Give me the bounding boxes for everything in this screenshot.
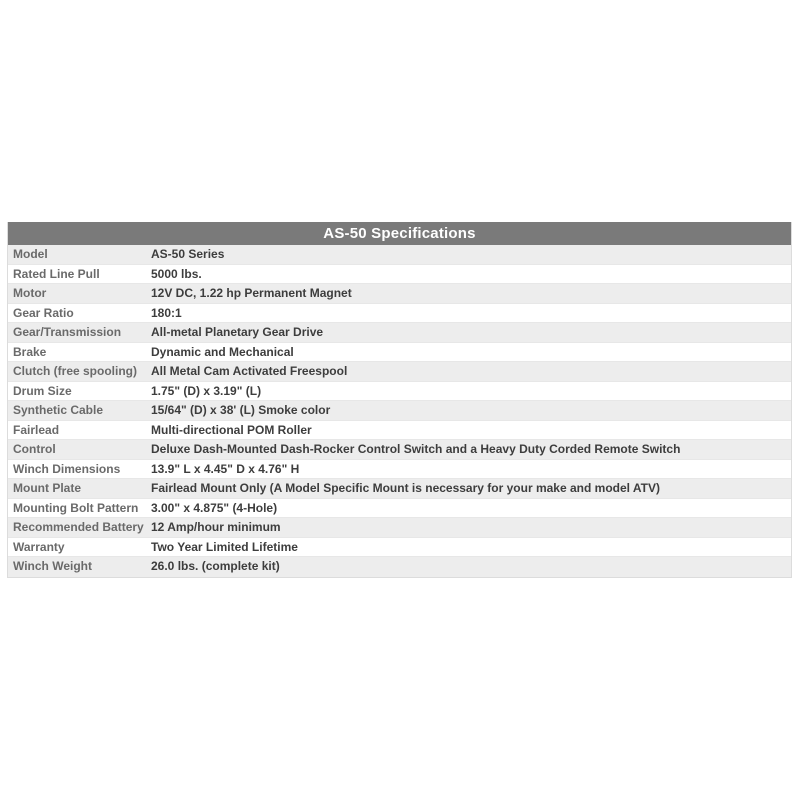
spec-row-winch-weight: [8, 557, 791, 577]
spec-label: Fairlead: [13, 422, 60, 437]
spec-row-gear-ratio: [8, 304, 791, 324]
spec-value: Multi-directional POM Roller: [151, 422, 312, 437]
spec-row-brake: [8, 343, 791, 363]
spec-row-recommended-battery: [8, 518, 791, 538]
spec-label: Winch Weight: [13, 559, 92, 573]
table-title: AS-50 Specifications: [8, 222, 791, 245]
spec-value: 12V DC, 1.22 hp Permanent Magnet: [151, 286, 352, 300]
spec-label: Rated Line Pull: [13, 266, 100, 281]
spec-row-gear-transmission: [8, 323, 791, 343]
spec-label: Recommended Battery: [13, 520, 144, 534]
spec-value: 3.00" x 4.875" (4-Hole): [151, 500, 278, 515]
spec-value: All-metal Planetary Gear Drive: [151, 325, 324, 339]
spec-label: Mount Plate: [13, 481, 81, 495]
spec-value: 12 Amp/hour minimum: [151, 520, 281, 534]
specifications-table: [7, 222, 792, 578]
spec-label: Brake: [13, 344, 47, 359]
spec-label: Mounting Bolt Pattern: [13, 500, 139, 515]
spec-label: Synthetic Cable: [13, 403, 104, 417]
spec-label: Clutch (free spooling): [13, 364, 137, 378]
spec-value: 180:1: [151, 305, 182, 320]
spec-label: Control: [13, 442, 56, 456]
spec-row-drum-size: [8, 382, 791, 402]
spec-row-rated-line-pull: [8, 265, 791, 285]
spec-value: Dynamic and Mechanical: [151, 344, 294, 359]
spec-row-mount-plate: [8, 479, 791, 499]
spec-value: Two Year Limited Lifetime: [151, 539, 298, 554]
spec-value: 1.75" (D) x 3.19" (L): [151, 383, 262, 398]
spec-row-synthetic-cable: [8, 401, 791, 421]
spec-value: All Metal Cam Activated Freespool: [151, 364, 348, 378]
spec-label: Motor: [13, 286, 47, 300]
spec-value: Fairlead Mount Only (A Model Specific Mount is necessary for your make and model ATV): [151, 481, 660, 495]
spec-label: Gear/Transmission: [13, 325, 122, 339]
spec-row-control: [8, 440, 791, 460]
spec-row-fairlead: [8, 421, 791, 441]
spec-label: Gear Ratio: [13, 305, 74, 320]
spec-row-winch-dimensions: [8, 460, 791, 480]
spec-row-clutch: [8, 362, 791, 382]
spec-value: 26.0 lbs. (complete kit): [151, 559, 280, 573]
spec-row-motor: [8, 284, 791, 304]
spec-value: 15/64" (D) x 38' (L) Smoke color: [151, 403, 331, 417]
spec-value: Deluxe Dash-Mounted Dash-Rocker Control Switch and a Heavy Duty Corded Remote Switch: [151, 442, 681, 456]
spec-value: 13.9" L x 4.45" D x 4.76" H: [151, 461, 300, 476]
spec-label: Model: [13, 247, 48, 261]
spec-label: Winch Dimensions: [13, 461, 121, 476]
spec-row-model: [8, 245, 791, 265]
spec-label: Drum Size: [13, 383, 72, 398]
spec-value: 5000 lbs.: [151, 266, 202, 281]
spec-value: AS-50 Series: [151, 247, 225, 261]
spec-label: Warranty: [13, 539, 65, 554]
spec-row-mounting-bolt-pattern: [8, 499, 791, 519]
spec-row-warranty: [8, 538, 791, 558]
